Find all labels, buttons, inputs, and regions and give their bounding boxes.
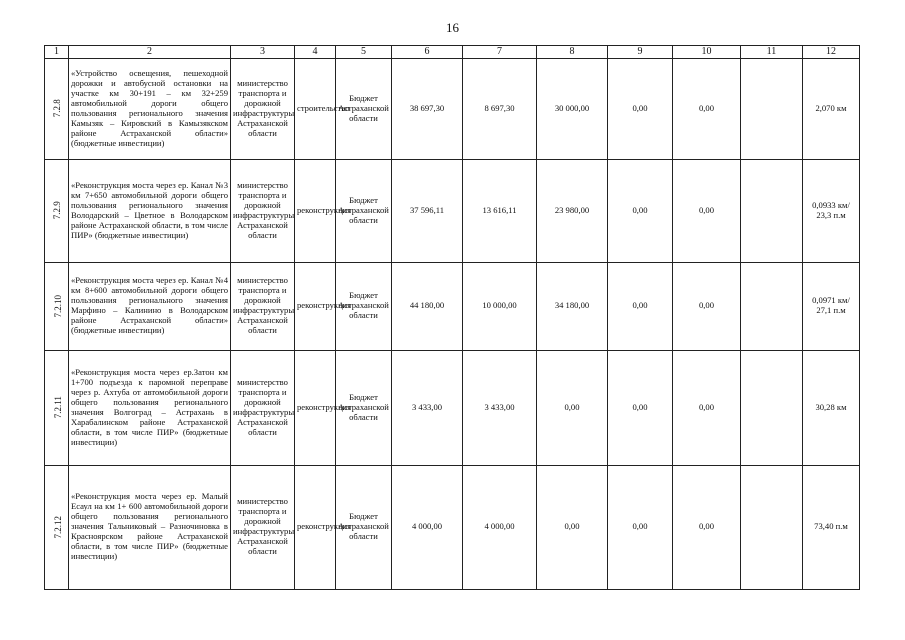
measure-name: «Реконструкция моста через ер. Канал №3 км 7+650 автомобильной дороги общего пользования регионального значения Володарский – Цветное в Володарском районе Астраханской области, в том числе ПИР» (бюджетные инвестиции): [69, 159, 231, 262]
amount-col-11: [741, 159, 803, 262]
amount-col-8: 0,00: [537, 465, 608, 589]
amount-col-11: [741, 262, 803, 350]
amount-col-9: 0,00: [608, 58, 673, 159]
amount-col-7: 4 000,00: [463, 465, 537, 589]
amount-col-11: [741, 350, 803, 465]
col-header-8: 8: [537, 46, 608, 59]
amount-col-8: 34 180,00: [537, 262, 608, 350]
amount-col-9: 0,00: [608, 159, 673, 262]
row-number: 7.2.10: [53, 294, 64, 318]
measure-name: «Реконструкция моста через ер. Малый Есаул на км 1+ 600 автомобильной дороги общего пользования регионального значения Тальниковый – Разночиновка в Красноярском районе Астраханской области, в том числе ПИР» (бюджетные инвестиции): [69, 465, 231, 589]
result-indicator: 0,0971 км/ 27,1 п.м: [803, 262, 860, 350]
work-type: реконструкция: [295, 159, 336, 262]
row-number-cell: [45, 262, 69, 350]
total-amount: 38 697,30: [392, 58, 463, 159]
col-header-5: 5: [336, 46, 392, 59]
amount-col-7: 10 000,00: [463, 262, 537, 350]
executor: министерство транспорта и дорожной инфраструктуры Астраханской области: [231, 262, 295, 350]
row-number: 7.2.12: [53, 515, 64, 539]
work-type: реконструкция: [295, 350, 336, 465]
col-header-10: 10: [673, 46, 741, 59]
funding-source: Бюджет Астраханской области: [336, 465, 392, 589]
col-header-1: 1: [45, 46, 69, 59]
amount-col-8: 23 980,00: [537, 159, 608, 262]
col-header-4: 4: [295, 46, 336, 59]
measure-name: «Устройство освещения, пешеходной дорожки и автобусной остановки на участке км 30+191 – км 32+259 автомобильной дороги общего пользования регионального значения Камызяк – Кировский в Камызякском районе Астраханской области» (бюджетные инвестиции): [69, 58, 231, 159]
result-indicator: 73,40 п.м: [803, 465, 860, 589]
col-header-11: 11: [741, 46, 803, 59]
amount-col-8: 30 000,00: [537, 58, 608, 159]
row-number: 7.2.9: [51, 201, 62, 220]
row-number: 7.2.8: [51, 99, 62, 118]
page-number: 16: [446, 20, 459, 35]
executor: министерство транспорта и дорожной инфраструктуры Астраханской области: [231, 159, 295, 262]
amount-col-10: 0,00: [673, 465, 741, 589]
amount-col-7: 3 433,00: [463, 350, 537, 465]
table-row: [45, 58, 860, 159]
executor: министерство транспорта и дорожной инфраструктуры Астраханской области: [231, 58, 295, 159]
amount-col-10: 0,00: [673, 159, 741, 262]
total-amount: 4 000,00: [392, 465, 463, 589]
funding-source: Бюджет Астраханской области: [336, 58, 392, 159]
result-indicator: 30,28 км: [803, 350, 860, 465]
work-type: реконструкция: [295, 465, 336, 589]
col-header-9: 9: [608, 46, 673, 59]
table-row: [45, 159, 860, 262]
executor: министерство транспорта и дорожной инфраструктуры Астраханской области: [231, 465, 295, 589]
row-number: 7.2.11: [52, 396, 63, 419]
table-row: [45, 262, 860, 350]
amount-col-9: 0,00: [608, 262, 673, 350]
total-amount: 44 180,00: [392, 262, 463, 350]
program-table: [44, 45, 860, 590]
row-number-cell: [45, 465, 69, 589]
col-header-6: 6: [392, 46, 463, 59]
result-indicator: 2,070 км: [803, 58, 860, 159]
funding-source: Бюджет Астраханской области: [336, 350, 392, 465]
executor: министерство транспорта и дорожной инфраструктуры Астраханской области: [231, 350, 295, 465]
total-amount: 3 433,00: [392, 350, 463, 465]
funding-source: Бюджет Астраханской области: [336, 159, 392, 262]
col-header-12: 12: [803, 46, 860, 59]
table-row: [45, 465, 860, 589]
row-number-cell: [45, 58, 69, 159]
amount-col-11: [741, 58, 803, 159]
amount-col-8: 0,00: [537, 350, 608, 465]
col-header-7: 7: [463, 46, 537, 59]
measure-name: «Реконструкция моста через ер.Затон км 1+700 подъезда к паромной переправе через р. Ахтуба от автомобильной дороги общего пользования регионального значения Волгоград – Астрахань в Харабалинском районе Астраханской области, в том числе ПИР» (бюджетные инвестиции): [69, 350, 231, 465]
col-header-2: 2: [69, 46, 231, 59]
header-row: [45, 46, 860, 59]
table-row: [45, 350, 860, 465]
row-number-cell: [45, 350, 69, 465]
work-type: реконструкция: [295, 262, 336, 350]
amount-col-7: 8 697,30: [463, 58, 537, 159]
amount-col-10: 0,00: [673, 58, 741, 159]
amount-col-11: [741, 465, 803, 589]
amount-col-10: 0,00: [673, 262, 741, 350]
amount-col-10: 0,00: [673, 350, 741, 465]
total-amount: 37 596,11: [392, 159, 463, 262]
result-indicator: 0,0933 км/ 23,3 п.м: [803, 159, 860, 262]
measure-name: «Реконструкция моста через ер. Канал №4 км 8+600 автомобильной дороги общего пользования регионального значения Марфино – Калинино в Володарском районе Астраханской области» (бюджетные инвестиции): [69, 262, 231, 350]
work-type: строительство: [295, 58, 336, 159]
amount-col-9: 0,00: [608, 465, 673, 589]
funding-source: Бюджет Астраханской области: [336, 262, 392, 350]
row-number-cell: [45, 159, 69, 262]
amount-col-9: 0,00: [608, 350, 673, 465]
col-header-3: 3: [231, 46, 295, 59]
amount-col-7: 13 616,11: [463, 159, 537, 262]
